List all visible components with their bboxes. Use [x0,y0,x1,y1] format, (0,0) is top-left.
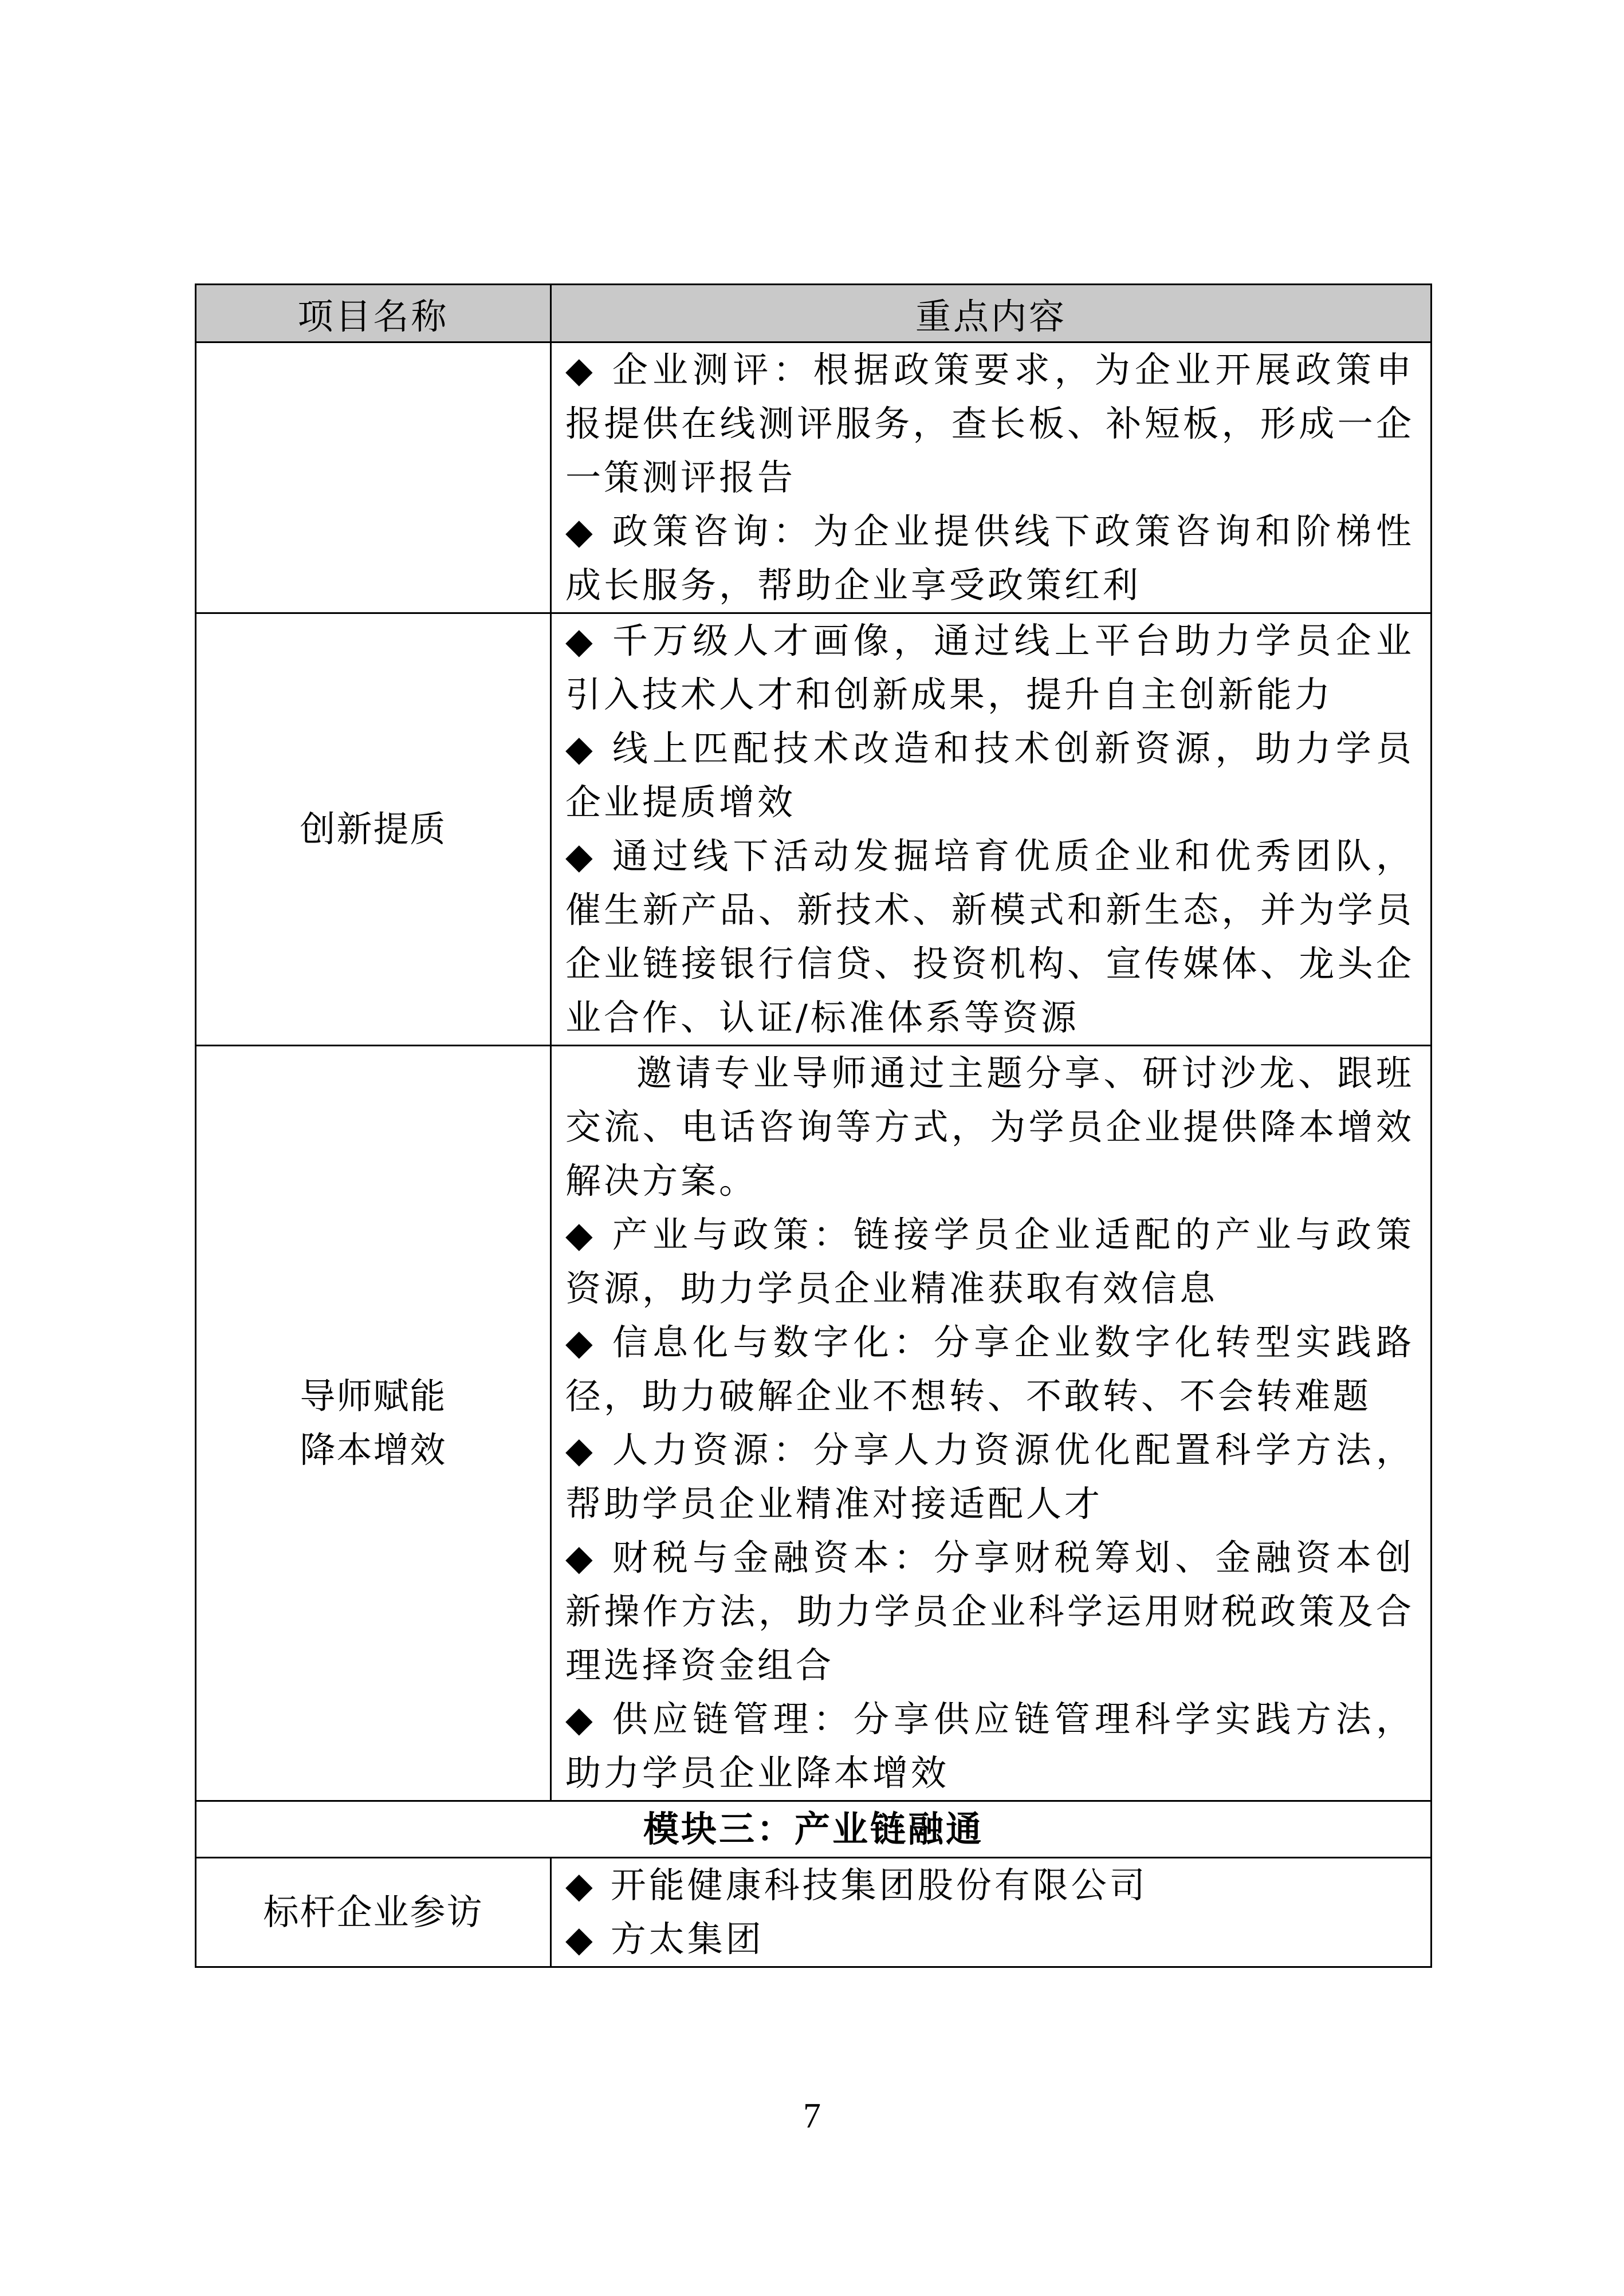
page-number: 7 [803,2097,821,2136]
content-item [565,1531,1414,1692]
content-item [565,829,1414,1045]
header-key-content: 重点内容 [551,285,1432,342]
content-item-text: 财税与金融资本：分享财税筹划、金融资本创新操作方法，助力学员企业科学运用财税政策及合理选择资金组合 [565,1537,1414,1686]
content-item-text: 千万级人才画像，通过线上平台助力学员企业引入技术人才和创新成果，提升自主创新能力 [565,620,1414,715]
row-name-cell: 创新提质 [196,613,551,1046]
module-heading-row [196,1801,1432,1858]
diamond-bullet-icon: ◆ [565,349,597,391]
content-item-text: 人力资源：分享人力资源优化配置科学方法，帮助学员企业精准对接适配人才 [565,1429,1414,1525]
content-item [565,1316,1414,1423]
content-item-text: 通过线下活动发掘培育优质企业和优秀团队，催生新产品、新技术、新模式和新生态，并为学员企业链接银行信贷、投资机构、宣传媒体、龙头企业合作、认证/标准体系等资源 [565,835,1414,1038]
diamond-bullet-icon: ◆ [565,835,597,877]
diamond-bullet-icon: ◆ [565,620,597,661]
content-item [565,614,1414,722]
content-item-text: 开能健康科技集团股份有限公司 [610,1864,1148,1906]
diamond-bullet-icon: ◆ [565,727,597,769]
content-item [565,343,1414,505]
content-item [565,1692,1414,1800]
content-item-text: 线上匹配技术改造和技术创新资源，助力学员企业提质增效 [565,727,1414,823]
content-item-text: 产业与政策：链接学员企业适配的产业与政策资源，助力学员企业精准获取有效信息 [565,1214,1414,1309]
content-item-text: 企业测评：根据政策要求，为企业开展政策申报提供在线测评服务，查长板、补短板，形成一企一策测评报告 [565,349,1414,498]
content-item [565,1912,1414,1966]
content-table [195,283,1432,1968]
table-row [196,1046,1432,1801]
row-name-line: 降本增效 [300,1429,447,1471]
content-item-text: 政策咨询：为企业提供线下政策咨询和阶梯性成长服务，帮助企业享受政策红利 [565,510,1414,606]
diamond-bullet-icon: ◆ [565,1537,597,1578]
diamond-bullet-icon: ◆ [565,1698,597,1740]
table-row [196,1858,1432,1967]
diamond-bullet-icon: ◆ [565,1864,596,1906]
content-item-text: 信息化与数字化：分享企业数字化转型实践路径，助力破解企业不想转、不敢转、不会转难题 [565,1321,1414,1417]
content-item [565,722,1414,829]
diamond-bullet-icon: ◆ [565,1321,597,1363]
row-name-cell: 标杆企业参访 [196,1858,551,1967]
table-row [196,342,1432,613]
content-item-text: 供应链管理：分享供应链管理科学实践方法，助力学员企业降本增效 [565,1698,1414,1794]
table-row [196,613,1432,1046]
row-name-cell [196,1046,551,1801]
row-content-cell [551,613,1432,1046]
diamond-bullet-icon: ◆ [565,510,597,552]
row-content-cell [551,1046,1432,1801]
row-name-line: 导师赋能 [300,1375,447,1417]
row-name-cell [196,342,551,613]
module-heading: 模块三：产业链融通 [196,1801,1432,1858]
content-item [565,1858,1414,1912]
content-item-text: 方太集团 [610,1918,764,1960]
diamond-bullet-icon: ◆ [565,1918,596,1960]
content-item [565,1208,1414,1316]
row-content-cell [551,342,1432,613]
content-intro: 邀请专业导师通过主题分享、研讨沙龙、跟班交流、电话咨询等方式，为学员企业提供降本增效解决方案。 [565,1052,1414,1202]
row-content-cell [551,1858,1432,1967]
table-header-row [196,285,1432,342]
header-project-name: 项目名称 [196,285,551,342]
diamond-bullet-icon: ◆ [565,1214,597,1255]
content-item [565,505,1414,612]
diamond-bullet-icon: ◆ [565,1429,597,1471]
content-item [565,1423,1414,1531]
